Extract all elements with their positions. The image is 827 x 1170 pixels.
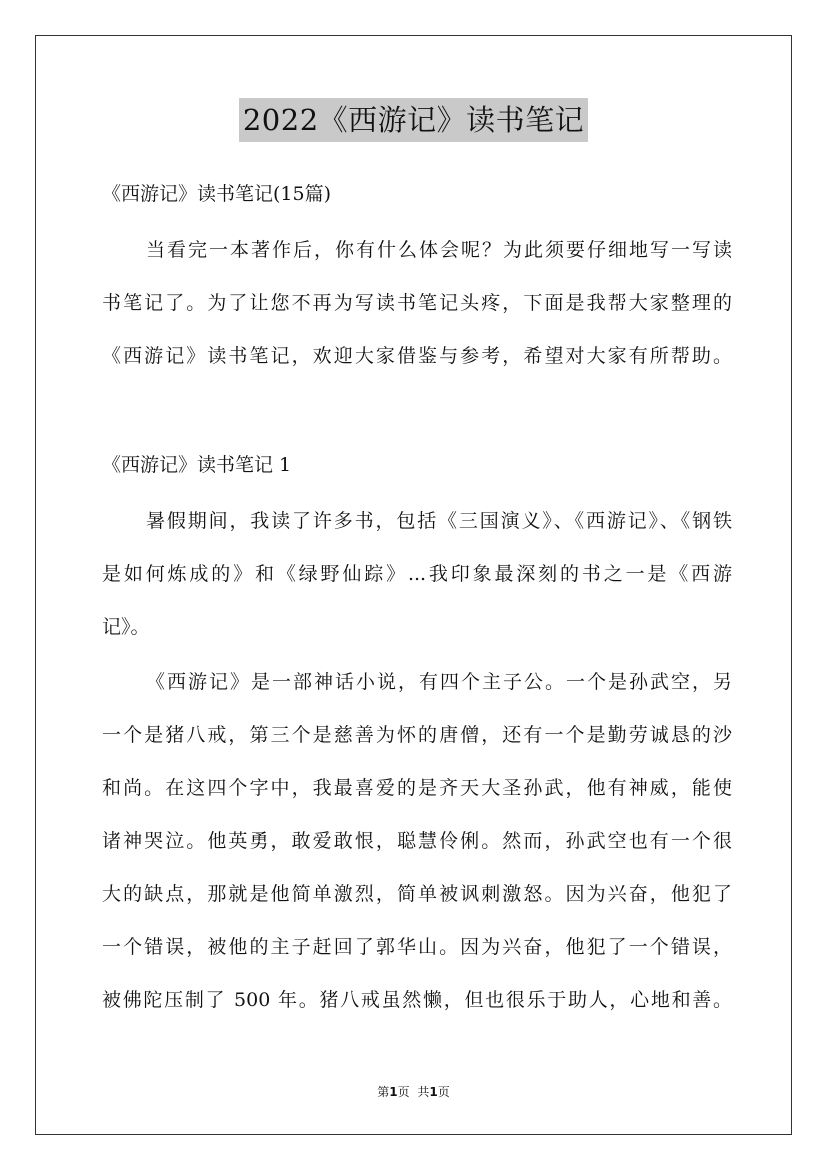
paragraph-line: 记》。 [102,616,150,638]
paragraph-line: 和尚。在这四个字中，我最喜爱的是齐天大圣孙武，他有神威，能使 [102,777,732,799]
page-footer [0,1083,827,1100]
footer-page-suffix: 页 [397,1085,410,1099]
title-wrap [0,98,827,142]
paragraph-line: 一个错误，被他的主子赶回了郭华山。因为兴奋，他犯了一个错误， [102,936,732,958]
footer-page-prefix: 第 [377,1085,390,1099]
paragraph-line: 诸神哭泣。他英勇，敢爱敢恨，聪慧伶俐。然而，孙武空也有一个很 [102,830,732,852]
paragraph-line: 被佛陀压制了 500 年。猪八戒虽然懒，但也很乐于助人，心地和善。 [102,989,732,1011]
paragraph-line: 是如何炼成的》和《绿野仙踪》...我印象最深刻的书之一是《西游 [102,563,732,585]
footer-total-number: 1 [429,1085,438,1099]
paragraph-line: 一个是猪八戒，第三个是慈善为怀的唐僧，还有一个是勤劳诚恳的沙 [102,724,732,746]
footer-total-suffix: 页 [437,1085,450,1099]
paragraph-line: 暑假期间，我读了许多书，包括《三国演义》、《西游记》、《钢铁 [146,510,732,532]
paragraph-line: 《西游记》是一部神话小说，有四个主子公。一个是孙武空，另 [146,671,732,693]
footer-page-number: 1 [389,1085,398,1099]
document-title: 2022《西游记》读书笔记 [239,98,588,142]
paragraph-line: 大的缺点，那就是他简单激烈，简单被讽刺激怒。因为兴奋，他犯了 [102,883,732,905]
intro-line: 书笔记了。为了让您不再为写读书笔记头疼，下面是我帮大家整理的 [102,292,732,314]
intro-line: 当看完一本著作后，你有什么体会呢？为此须要仔细地写一写读 [146,239,732,261]
section-heading: 《西游记》读书笔记 1 [102,454,292,476]
intro-line: 《西游记》读书笔记，欢迎大家借鉴与参考，希望对大家有所帮助。 [102,345,732,367]
footer-total-prefix: 共 [417,1085,430,1099]
subtitle: 《西游记》读书笔记(15篇) [102,183,332,205]
